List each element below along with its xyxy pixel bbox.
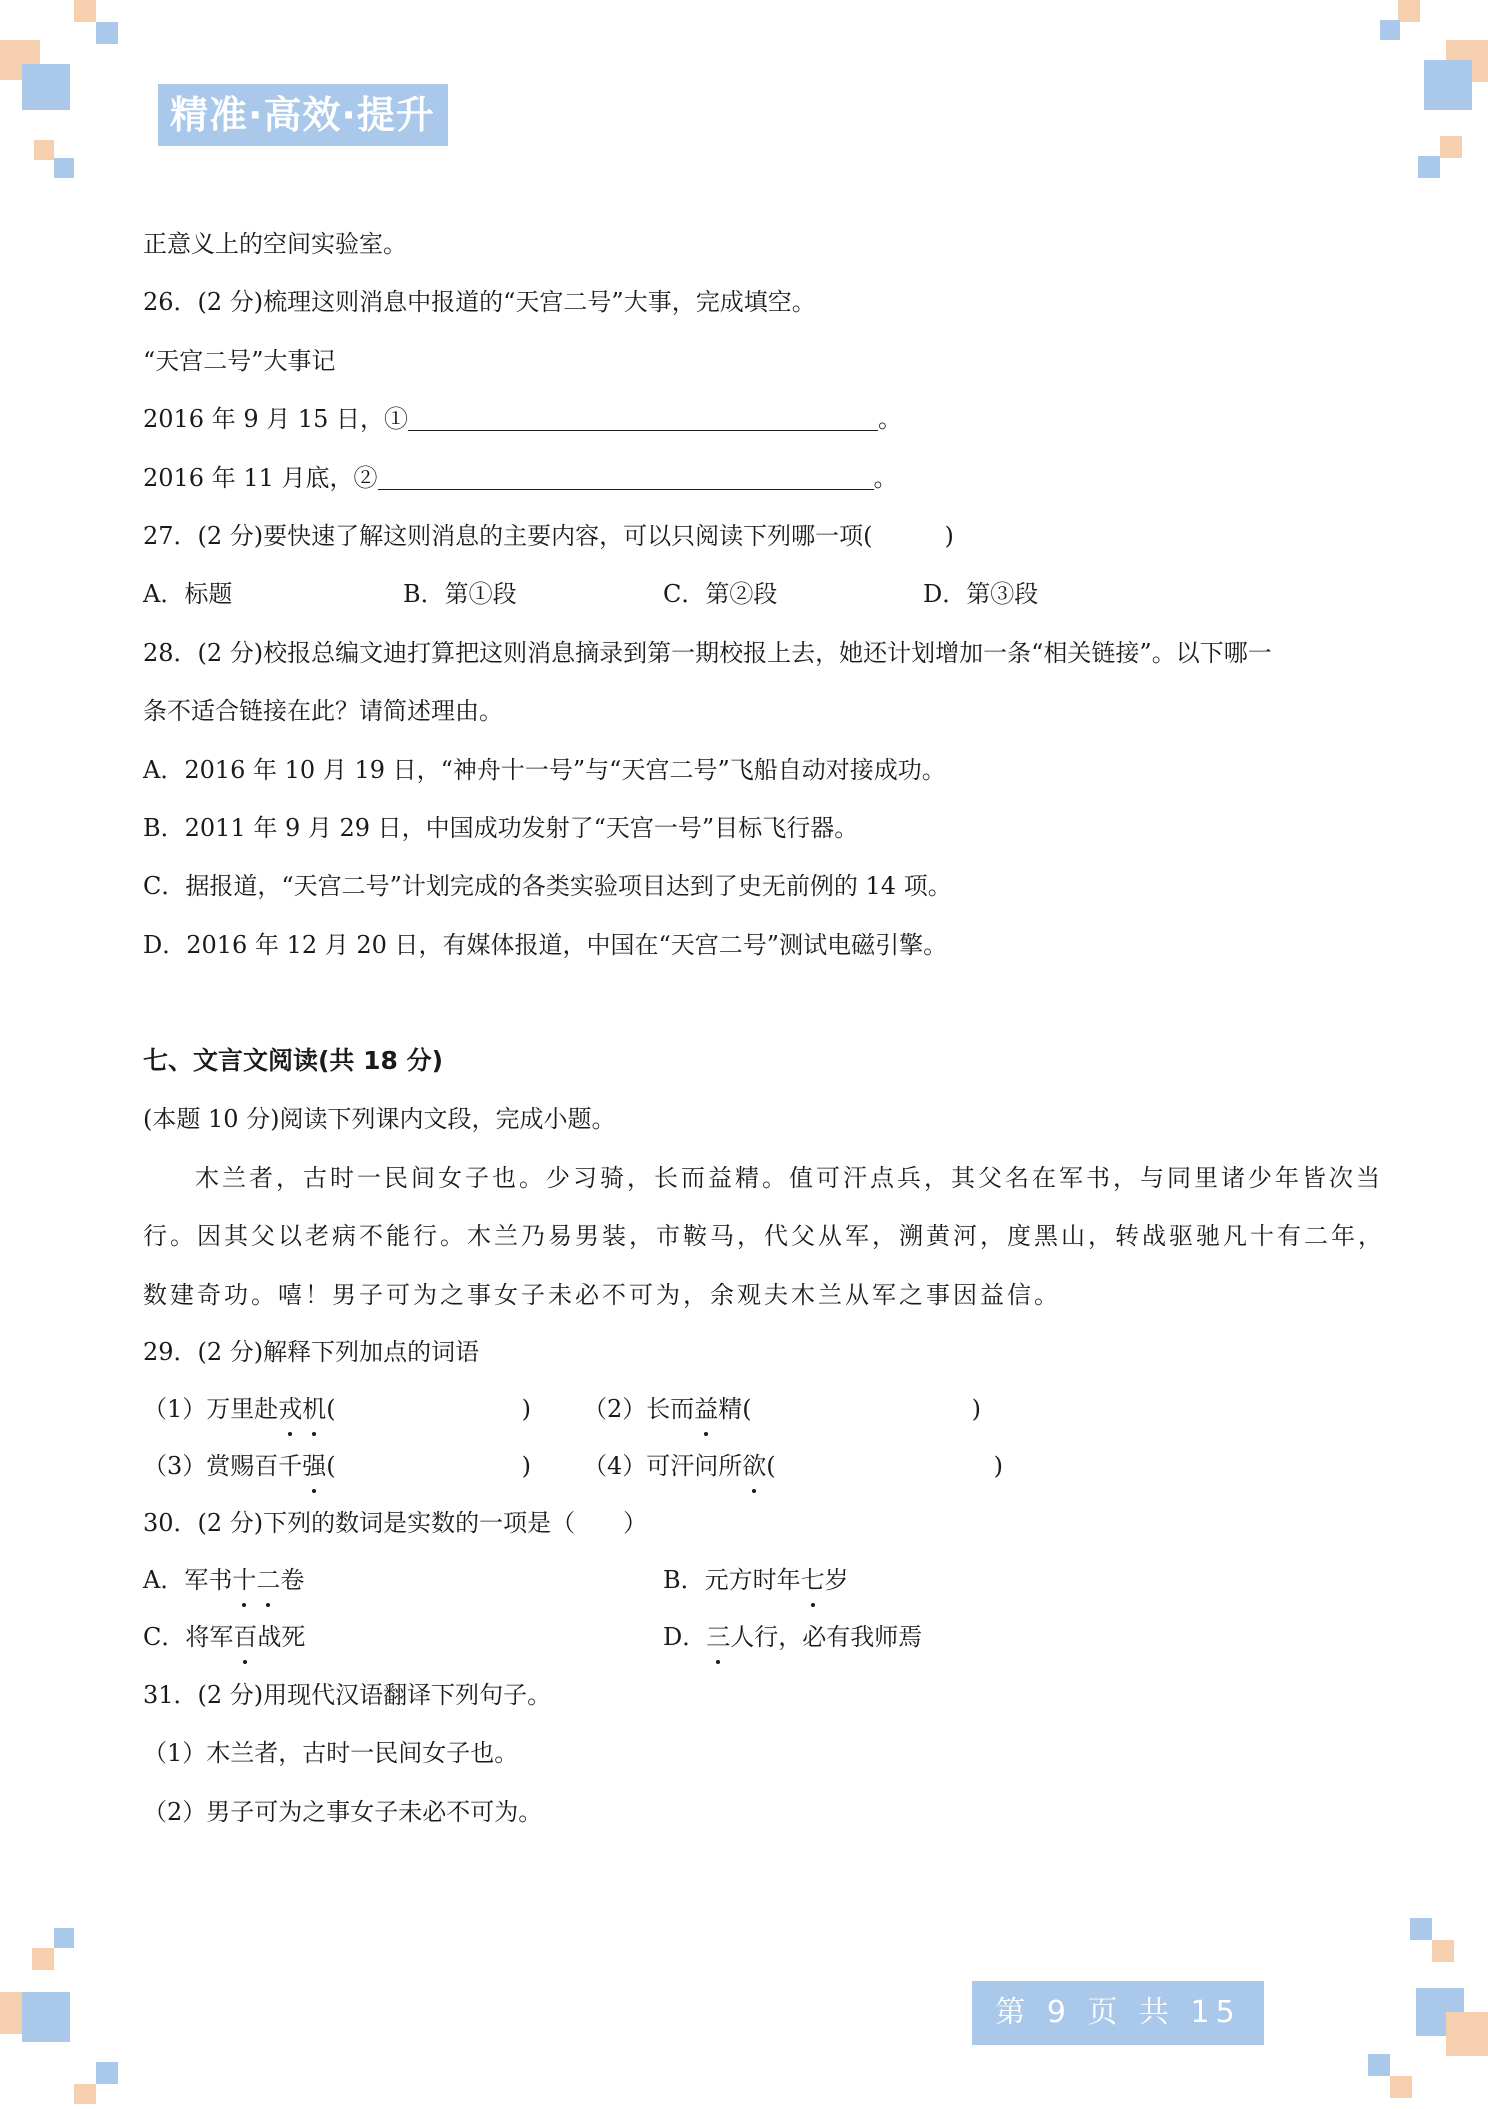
corner-decoration-bottom-right <box>1368 1914 1488 2104</box>
question-26-item-1 <box>143 390 1353 448</box>
question-28: 28．(2 分)校报总编文迪打算把这则消息摘录到第一期校报上去，她还计划增加一条“相关链接”。以下哪一 <box>143 638 1272 667</box>
passage-line: 木兰者，古时一民间女子也。少习骑，长而益精。值可汗点兵，其父名在军书，与同里诸少年皆次当 <box>195 1163 1383 1192</box>
option-a: A．军书十二卷 <box>143 1552 663 1609</box>
question-30-row <box>143 1609 1353 1666</box>
period: 。 <box>878 405 903 434</box>
question-28-option-d: D．2016 年 12 月 20 日，有媒体报道，中国在“天宫二号”测试电磁引擎。 <box>143 930 948 959</box>
question-29-item-3: （3）赏赐百千强( ) <box>143 1438 583 1495</box>
question-28-cont: 条不适合链接在此？请简述理由。 <box>143 697 503 726</box>
question-26-item-2 <box>143 449 1353 507</box>
question-31-item-2: （2）男子可为之事女子未必不可为。 <box>143 1797 543 1826</box>
question-30 <box>143 1495 1353 1666</box>
question-26-title: “天宫二号”大事记 <box>143 346 336 375</box>
option-d: D．第③段 <box>923 580 1039 609</box>
question-27-options <box>143 565 1353 623</box>
page-content <box>143 215 1385 1841</box>
section-intro: (本题 10 分)阅读下列课内文段，完成小题。 <box>143 1105 616 1134</box>
question-30-row <box>143 1552 1353 1609</box>
section-heading: 七、文言文阅读(共 18 分) <box>143 1046 444 1076</box>
option-d: D．三人行，必有我师焉 <box>663 1609 922 1666</box>
question-29-row <box>143 1381 1353 1438</box>
question-28-option-b: B．2011 年 9 月 29 日，中国成功发射了“天宫一号”目标飞行器。 <box>143 813 859 842</box>
fill-prefix: 2016 年 9 月 15 日，① <box>143 405 409 434</box>
passage-line: 行。因其父以老病不能行。木兰乃易男装，市鞍马，代父从军，溯黄河，度黑山，转战驱驰凡十有二年， <box>143 1222 1385 1251</box>
question-31-item-1: （1）木兰者，古时一民间女子也。 <box>143 1739 519 1768</box>
answer-blank[interactable] <box>378 465 874 490</box>
question-27: 27．(2 分)要快速了解这则消息的主要内容，可以只阅读下列哪一项( ) <box>143 521 954 550</box>
question-29-item-4: （4）可汗问所欲( ) <box>583 1438 1003 1495</box>
question-31: 31．(2 分)用现代汉语翻译下列句子。 <box>143 1681 552 1710</box>
option-b: B．元方时年七岁 <box>663 1552 849 1609</box>
option-c: C．将军百战死 <box>143 1609 663 1666</box>
answer-blank[interactable] <box>408 406 878 431</box>
question-29-row <box>143 1438 1353 1495</box>
question-29-item-2: （2）长而益精( ) <box>583 1381 981 1438</box>
period: 。 <box>873 463 898 492</box>
question-29-item-1: （1）万里赴戎机( ) <box>143 1381 583 1438</box>
fill-prefix: 2016 年 11 月底，② <box>143 463 378 492</box>
question-29-stem: 29．(2 分)解释下列加点的词语 <box>143 1338 480 1367</box>
text-line: 正意义上的空间实验室。 <box>143 230 407 258</box>
question-30-stem: 30．(2 分)下列的数词是实数的一项是（ ） <box>143 1509 648 1538</box>
page-number: 第 9 页 共 15 页 <box>972 1981 1264 2045</box>
corner-decoration-top-right <box>1380 0 1488 180</box>
corner-decoration-top-left <box>0 0 120 180</box>
option-b: B．第①段 <box>403 580 517 609</box>
question-29 <box>143 1324 1353 1495</box>
corner-decoration-bottom-left <box>0 1924 120 2104</box>
passage-line: 数建奇功。嘻！男子可为之事女子未必不可为，余观夫木兰从军之事因益信。 <box>143 1280 1061 1309</box>
question-26: 26．(2 分)梳理这则消息中报道的“天宫二号”大事，完成填空。 <box>143 288 816 317</box>
option-c: C．第②段 <box>663 580 778 609</box>
question-28-option-c: C．据报道，“天宫二号”计划完成的各类实验项目达到了史无前例的 14 项。 <box>143 872 952 901</box>
question-28-option-a: A．2016 年 10 月 19 日，“神舟十一号”与“天宫二号”飞船自动对接成功。 <box>143 755 946 784</box>
option-a: A．标题 <box>143 580 233 609</box>
header-banner: 精准·高效·提升 <box>158 84 448 146</box>
